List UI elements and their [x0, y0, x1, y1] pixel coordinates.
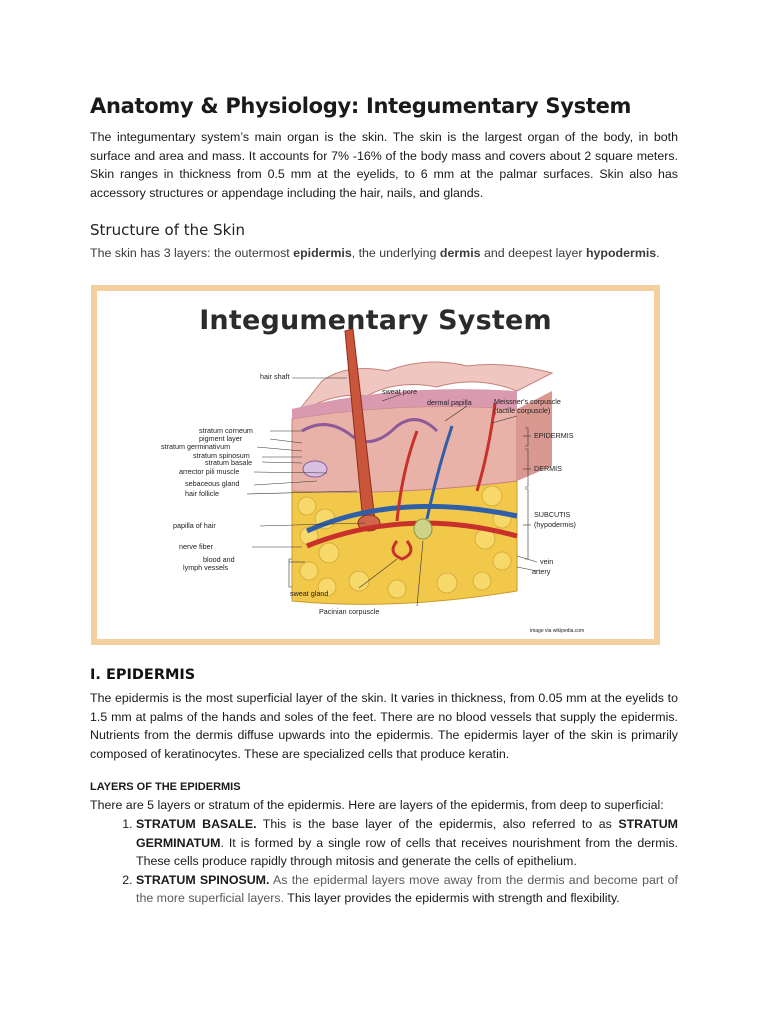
- figure-title: Integumentary System: [199, 304, 552, 336]
- label-hair-shaft: hair shaft: [260, 371, 290, 381]
- label-tactile: (tactile corpuscle): [494, 405, 551, 415]
- label-subcutis-layer: SUBCUTIS: [534, 509, 571, 519]
- label-meissner: Meissner's corpuscle: [494, 396, 561, 406]
- layers-intro: There are 5 layers or stratum of the epidermis. Here are layers of the epidermis, from deep to superficial:: [90, 798, 664, 813]
- layers-heading: LAYERS OF THE EPIDERMIS: [90, 781, 241, 794]
- label-sweat-pore: sweat pore: [382, 386, 418, 396]
- label-pigment-layer: pigment layer: [199, 433, 243, 443]
- label-pacinian-corpuscle: Pacinian corpuscle: [319, 606, 380, 616]
- label-sebaceous-gland: sebaceous gland: [185, 478, 240, 488]
- structure-paragraph: The skin has 3 layers: the outermost epidermis, the underlying dermis and deepest layer hypodermis.: [90, 246, 660, 261]
- label-blood-and: blood and: [203, 554, 235, 564]
- intro-paragraph: The integumentary system’s main organ is the skin. The skin is the largest organ of the body, in both surface and area and mass. It accounts for 7% -16% of the body mass and covers about 2 square meters. Skin ranges in thickness from 0.5 mm at the eyelids, to 6 mm at the palmar surfaces. Skin also has accessory structures or appendage including the hair, nails, and glands.: [90, 130, 678, 200]
- label-nerve-fiber: nerve fiber: [179, 541, 213, 551]
- label-vein: vein: [540, 556, 554, 566]
- label-lymph-vessels: lymph vessels: [183, 562, 229, 572]
- term-hypodermis: hypodermis: [585, 246, 657, 261]
- list-item-stratum-spinosum: 2. STRATUM SPINOSUM. As the epidermal layers move away from the dermis and become part of the more superficial layers. This layer provides the epidermis with strength and flexibility.: [136, 871, 678, 908]
- label-stratum-spinosum: stratum spinosum: [193, 450, 250, 460]
- structure-heading: Structure of the Skin: [90, 221, 246, 240]
- label-arrector-pili: arrector pili muscle: [179, 466, 240, 476]
- term-epidermis: epidermis: [293, 246, 352, 261]
- label-image-credit: image via wikipedia.com: [530, 627, 585, 634]
- epidermis-heading: I. EPIDERMIS: [90, 666, 196, 683]
- skin-diagram-figure: [91, 285, 660, 645]
- label-artery: artery: [532, 566, 551, 576]
- page-title: Anatomy & Physiology: Integumentary System: [90, 94, 632, 118]
- document-page: [90, 92, 678, 908]
- label-stratum-germinativum: stratum germinativum: [161, 441, 231, 451]
- layers-list: [90, 815, 678, 908]
- term-dermis: dermis: [439, 246, 481, 261]
- label-sweat-gland: sweat gland: [290, 588, 329, 598]
- label-stratum-basale: stratum basale: [205, 457, 253, 467]
- epidermis-paragraph: The epidermis is the most superficial layer of the skin. It varies in thickness, from 0.05 mm at the eyelids to 1.5 mm at palms of the hands and soles of the feet. There are no blood vessels that supply the epidermis. Nutrients from the dermis diffuse upwards into the epidermis. The epidermis layer of the skin is primarily composed of keratinocytes. These are specialized cells that produce keratin.: [90, 690, 678, 761]
- label-papilla-of-hair: papilla of hair: [173, 520, 216, 530]
- label-stratum-corneum: stratum corneum: [199, 425, 253, 435]
- label-epidermis-layer: EPIDERMIS: [534, 430, 574, 440]
- label-dermal-papilla: dermal papilla: [427, 397, 472, 407]
- label-hypodermis: (hypodermis): [534, 519, 576, 529]
- list-item-stratum-basale: 1. STRATUM BASALE. This is the base layer of the epidermis, also referred to as STRATUM GERMINATUM. It is formed by a single row of cells that receives nourishment from the dermis. These cells produce rapidly through mitosis and generate the cells of epithelium.: [136, 815, 678, 871]
- label-hair-follicle: hair follicle: [185, 488, 219, 498]
- skin-cross-section-illustration: [97, 291, 654, 639]
- label-dermis-layer: DERMIS: [534, 463, 562, 473]
